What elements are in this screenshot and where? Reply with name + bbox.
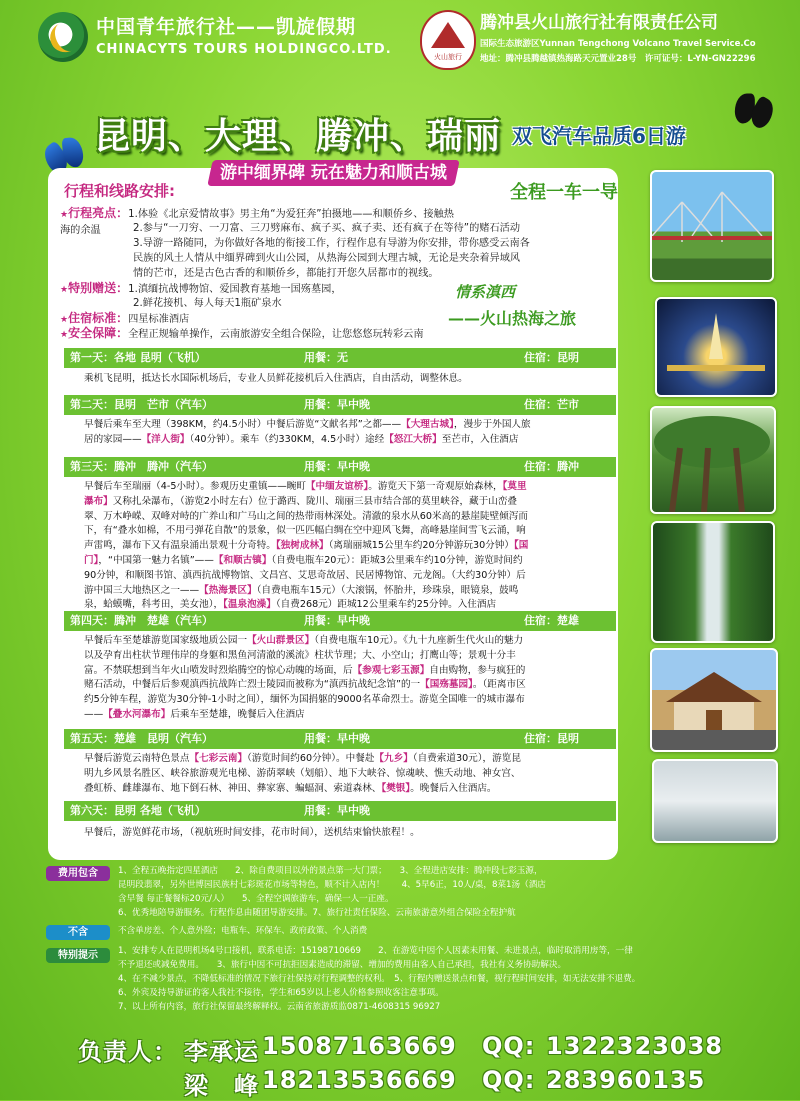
left-company-name: 中国青年旅行社——凯旋假期 — [96, 16, 357, 38]
star-bullet-icon: ★ — [60, 315, 69, 325]
banyan-tree-photo — [650, 406, 776, 514]
highlight-line: 3.导游一路随同，为你做好各地的衔接工作，行程作息有导游为你安排，带你感受云南各 — [133, 238, 530, 249]
safety-section: ★安全保障：全程正规输单操作，云南旅游安全组合保险，让您悠悠玩转彩云南 — [60, 326, 424, 340]
volcano-travel-logo: 火山旅行 — [420, 10, 476, 70]
right-company-name: 腾冲县火山旅行社有限责任公司 — [480, 13, 718, 33]
day-bar: 第五天：楚雄 昆明（汽车） 用餐：早中晚 住宿：昆明 — [64, 729, 616, 749]
star-bullet-icon: ★ — [60, 210, 69, 220]
day-bar: 第四天：腾冲 楚雄（汽车） 用餐：早中晚 住宿：楚雄 — [64, 611, 616, 631]
highlight-line: 2.参与“一刀穷、一刀富、三刀劈麻布、疯子买、疯子卖、还有疯子在等待”的赌石活动 — [133, 223, 521, 234]
page-subtitle: 双飞汽车品质6日游 — [512, 124, 686, 148]
day-description: 早餐后游览云南特色景点【七彩云南】（游览时间约60分钟）。中餐赴【九乡】（自费索道30元），游览昆明九乡风景名胜区、峡谷旅游观光电梯、游荫翠峡（划船）、地下大峡谷、惊魂峡、憔夭动地、神女宫、叠虹桥、雌雄瀑布、地下倒石林、神田、彝家寨、蝙蝠洞、索道森林、【樊银】。晚餐后入住酒店。 — [84, 753, 521, 794]
hot-spring-photo — [652, 759, 778, 843]
right-company-address: 地址：腾冲县腾越镇热海路天元置业28号 许可证号：L-YN-GN22296 — [480, 54, 756, 64]
day-description: 早餐后乘车至大理（398KM，约4.5小时）中餐后游览“文献名邦”之都——【大理古城】，漫步于外国人旅居的家园——【洋人街】（40分钟）。乘车（约330KM，4.5小时）途经【怒江大桥】至芒市，入住酒店 — [84, 419, 531, 445]
contact-row-1: 负责人： 李承运 15087163669 QQ: 1322323038 — [78, 1032, 723, 1066]
special-notes-text: 1、安排专人在昆明机场4号口接机，联系电话：15198710669 2、在游览中因个人因素未用餐、未进景点，临时取消用房等，一律 不予退还或减免费用。 3、旅行中因不可抗拒因素造成的滞留、增加的费用由客人自己承担，我社有义务协助解决。 4、在不减少景点，不降低标准的情况下旅行社保持对行程调整的权利。 5、行程内赠送景点和餐，视行程时间安排，如无法安排不退费。 6、外宾及持导游证的客人我社不接待，学生和65岁以上老人价格参照收客注意事项。 7、以上所有内容，旅行社保留最终解释权。云南省旅游质监0871-4608315 96927 — [118, 946, 641, 1012]
not-included-text: 不含单房差、个人意外险；电瓶车、环保车、政府政策、个人消费 — [118, 926, 368, 936]
itinerary-heading: 行程和线路安排: — [64, 182, 175, 200]
special-notes-label: 特别提示 — [46, 948, 110, 963]
day-bar: 第一天：各地 昆明（飞机） 用餐：无 住宿：昆明 — [64, 348, 616, 368]
bridge-photo — [650, 170, 774, 282]
contact-row-2: 梁 峰 18213536669 QQ: 283960135 — [184, 1066, 706, 1100]
cyts-logo — [38, 12, 88, 62]
calligraphy-line-1: 情系滇西 — [455, 283, 516, 301]
fees-included-text: 1、全程五晚指定四星酒店 2、除自费项目以外的景点第一大门票； 3、全程进店安排：腾冲段七彩玉源， 昆明段翡翠，另外世博园民族村七彩斑花市场等特色，顺不计入店内！ 4、5早6正，10人/桌，8菜1汤（酒店 含早餐 每正餐餐标20元/人） 5、全程空调旅游车，确保一人一正座。 6、优秀地陪导游服务。行程作息由随团导游安排。7、旅行社责任保险、云南旅游意外组合保险全程护航 — [118, 866, 546, 918]
fees-included-label: 费用包含 — [46, 866, 110, 881]
star-bullet-icon: ★ — [60, 330, 69, 340]
star-bullet-icon: ★ — [60, 285, 69, 295]
day-bar: 第六天：昆明 各地（飞机） 用餐：早中晚 — [64, 801, 616, 821]
page-title: 昆明、大理、腾冲、瑞丽 — [94, 116, 502, 157]
waterfall-photo — [651, 521, 775, 643]
promo-banner: 游中缅界碑 玩在魅力和顺古城 — [207, 160, 459, 186]
day-description: 乘机飞昆明，抵达长水国际机场后，专业人员鲜花接机后入住酒店，自由活动，调整休息。 — [84, 373, 468, 384]
calligraphy-line-2: ——火山热海之旅 — [448, 309, 577, 328]
highlights-section: ★行程亮点：1.体验《北京爱情故事》男主角“为爱狂奔”拍摄地——和顺侨乡、接触热海的余温 — [60, 206, 454, 236]
one-car-one-guide: 全程一车一导 — [510, 182, 618, 203]
gift-line: 2.鲜花接机、每人每天1瓶矿泉水 — [133, 298, 282, 309]
day-description: 早餐后，游览鲜花市场，（视航班时间安排，花市时间），送机结束愉快旅程！。 — [84, 827, 420, 838]
day-bar: 第二天：昆明 芒市（汽车） 用餐：早中晚 住宿：芒市 — [64, 395, 616, 415]
day-description: 早餐后车至瑞丽（4-5小时）。参观历史重镇——畹町【中缅友谊桥】。游览天下第一奇观原始森林，【莫里瀑布】又称扎朵瀑布，（游览2小时左右）位于潞西、陇川、瑞丽三县市结合部的莫里峡谷，藏于山峦叠翠、万木峥嵘、双峰对峙的广养山和广马山之间的热带雨林深处。清澈的泉水从60米高的悬崖陡壁倾泻而下，有“叠水如棉，不用弓弹花自散”的景象，似一匹匹幅白绸在空中迎风飞舞，高峰悬崖间雪飞云涌，响声雷鸣，瀑布下又有温泉涌出景观十分奇特。【独树成林】（离瑞丽城15公里车约20分钟游玩30分钟）【国门】，“中国第一魅力名镇”——【和顺古镇】（自费电瓶车20元）：距城3公里乘车约10分钟，游览时间约90分钟，和顺图书馆、滇西抗战博物馆、文昌宫、艾思奇故居、民居博物馆、元龙阁。（大约30分钟）后游中国三大地热区之一——【热海景区】（自费电瓶车15元）（大滚锅，怀胎井，珍珠泉，眼镜泉，鼓鸣泉，蛤蟆嘴，科考田，美女池），【温泉泡澡】（自费268元）距城12公里乘车约25分钟。入住酒店 — [84, 481, 529, 611]
ancient-town-photo — [650, 648, 778, 752]
night-tower-photo — [655, 297, 777, 397]
lodging-section: ★住宿标准：四星标准酒店 — [60, 311, 190, 325]
not-included-label: 不含 — [46, 925, 110, 940]
right-company-name-en: 国际生态旅游区Yunnan Tengchong Volcano Travel Service.Co — [480, 39, 756, 49]
highlight-line: 民族的风土人情从中缅界碑到火山公园，从热海公园到大理古城，无论是夹杂着异域风 — [133, 253, 521, 264]
highlight-line: 情的芒市，还是古色古香的和顺侨乡，都能打开您久居都市的视线。 — [133, 268, 439, 279]
day-bar: 第三天：腾冲 腾冲（汽车） 用餐：早中晚 住宿：腾冲 — [64, 457, 616, 477]
day-description: 早餐后车至楚雄游览国家级地质公园一【火山群景区】（自费电瓶车10元）。《九十九座新生代火山的魅力以及孕育出柱状节理伟岸的身躯和黑鱼河清澈的溪流》柱状节理；大、小空山；打鹰山等；景观十分丰富。不禁联想到当年火山喷发时烈焰腾空的惊心动魄的场面，后【参观七彩玉源】自由购物，参与疯狂的赌石活动，中餐后后参观滇西抗战阵亡烈士陵园而被称为“滇西抗战纪念馆”的一【国殇墓园】。（距离市区约5分钟车程，游览为30分钟-1小时之间），缅怀为国捐躯的9000名革命烈士。游览全国唯一的城市瀑布——【叠水河瀑布】后乘车至楚雄，晚餐后入住酒店 — [84, 635, 526, 720]
header — [0, 0, 800, 74]
left-company-name-en: CHINACYTS TOURS HOLDINGCO.LTD. — [96, 42, 392, 57]
gifts-section: ★特别赠送：1.滇缅抗战博物馆、爱国教育基地一国殇墓园， — [60, 281, 342, 295]
